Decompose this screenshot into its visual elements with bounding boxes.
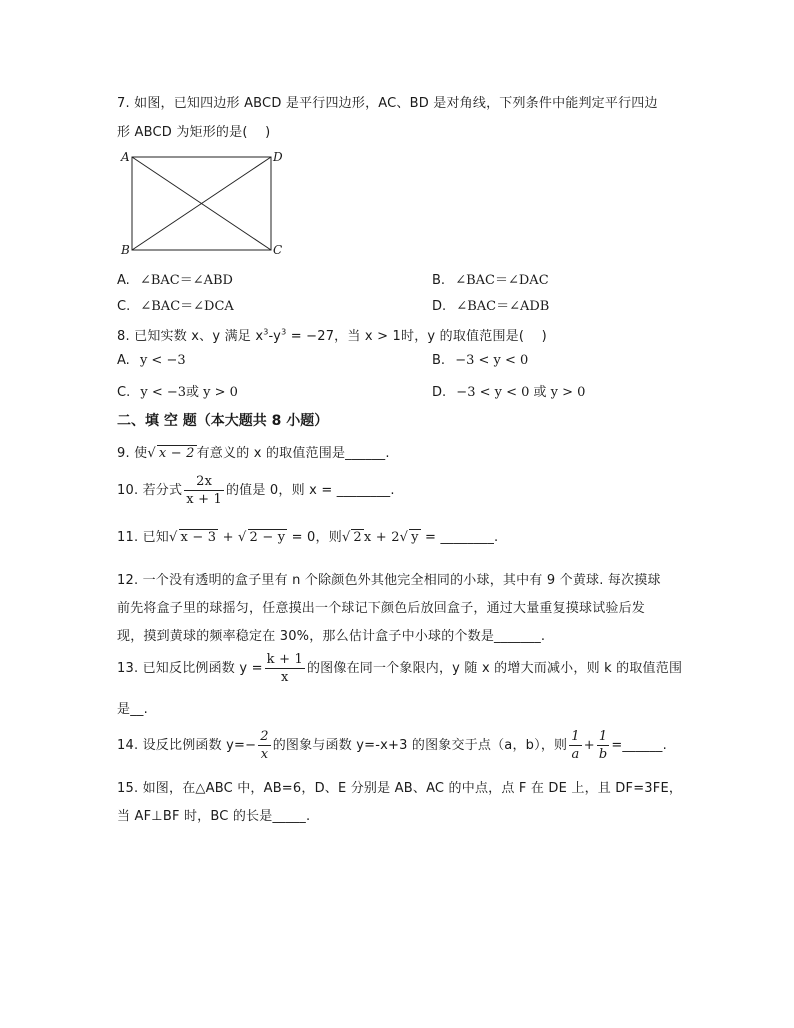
q12-line3: 现，摸到黄球的频率稳定在 30%，那么估计盒子中小球的个数是_______. <box>117 629 546 644</box>
label-b: B <box>121 243 130 257</box>
option-text: −3 < y < 0 <box>455 353 529 368</box>
q9: 9. 使√ x − 2 有意义的 x 的取值范围是______. <box>117 446 390 461</box>
q11: 11. 已知√ x − 3 + √ 2 − y = 0，则√ 2 x + 2√ y = ________. <box>117 530 499 545</box>
option-letter: C. <box>117 385 131 400</box>
fraction: $\frac{k + 1}{x}$ <box>266 652 303 685</box>
q13: 13. 已知反比例函数 y = $\frac{k + 1}{x}$ 的图像在同一个象限内，y 随 x 的增大而减小，则 k 的取值范围 <box>117 652 683 685</box>
option-letter: B. <box>432 353 446 368</box>
option-text: y < −3 <box>139 353 186 368</box>
option-letter: B. <box>432 273 446 288</box>
fraction: $\frac{1}{b}$ <box>598 729 608 762</box>
q7-option-a <box>117 269 233 288</box>
option-letter: C. <box>117 299 131 314</box>
q8-option-d <box>432 381 585 400</box>
q7-option-c <box>117 295 234 314</box>
q14: 14. 设反比例函数 y=− $\frac{2}{x}$ 的图象与函数 y=-x+3 的图象交于点（a，b），则 $\frac{1}{a}$ + $\frac{1}{b}$ =______. <box>117 729 667 762</box>
fraction: $\frac{2}{x}$ <box>260 729 269 762</box>
q8-option-a <box>117 353 186 368</box>
q8-option-b <box>432 353 528 368</box>
option-text: ∠BAC＝∠ABD <box>139 273 233 288</box>
option-letter: A. <box>117 353 130 368</box>
section-title: 二、填 空 题（本大题共 8 小题） <box>117 413 329 429</box>
option-text: −3 < y < 0 或 y > 0 <box>456 385 586 400</box>
q15-line1: 15. 如图，在△ABC 中，AB=6，D、E 分别是 AB、AC 的中点，点 F 在 DE 上，且 DF=3FE， <box>117 781 683 796</box>
q8-stem: 8. 已知实数 x、y 满足 $x^3-y^3 = -27$，当 x > 1时，y 的取值范围是( ) <box>117 327 547 344</box>
option-letter: D. <box>432 385 447 400</box>
q7-stem-line1: 7. 如图，已知四边形 ABCD 是平行四边形，AC、BD 是对角线，下列条件中能判定平行四边 <box>117 96 658 111</box>
q7-option-b <box>432 269 549 288</box>
option-text: ∠BAC＝∠DCA <box>140 299 234 314</box>
q12-line2: 前先将盒子里的球摇匀，任意摸出一个球记下颜色后放回盒子，通过大量重复摸球试验后发 <box>117 601 646 616</box>
q13-line2: 是__. <box>117 702 148 717</box>
fraction: $\frac{1}{a}$ <box>571 729 580 762</box>
option-text: ∠BAC＝∠ADB <box>456 299 550 314</box>
q15-line2: 当 AF⊥BF 时，BC 的长是_____. <box>117 809 311 824</box>
q7-stem-line2: 形 ABCD 为矩形的是( ) <box>117 125 271 140</box>
rectangle-abcd-figure <box>118 148 288 258</box>
option-text: ∠BAC＝∠DAC <box>455 273 549 288</box>
fraction: $\frac{2x}{x + 1}$ <box>186 474 222 507</box>
radical-expression: x − 2 <box>158 446 195 461</box>
q12-line1: 12. 一个没有透明的盒子里有 n 个除颜色外其他完全相同的小球，其中有 9 个黄球. 每次摸球 <box>117 573 661 588</box>
q7-option-d <box>432 295 549 314</box>
q8-option-c <box>117 381 238 400</box>
label-a: A <box>121 150 130 164</box>
option-letter: A. <box>117 273 130 288</box>
option-letter: D. <box>432 299 447 314</box>
q10: 10. 若分式 $\frac{2x}{x + 1}$ 的值是 0，则 x = ________. <box>117 474 395 507</box>
label-c: C <box>273 243 283 257</box>
label-d: D <box>273 150 283 164</box>
option-text: y < −3或 y > 0 <box>140 385 238 400</box>
